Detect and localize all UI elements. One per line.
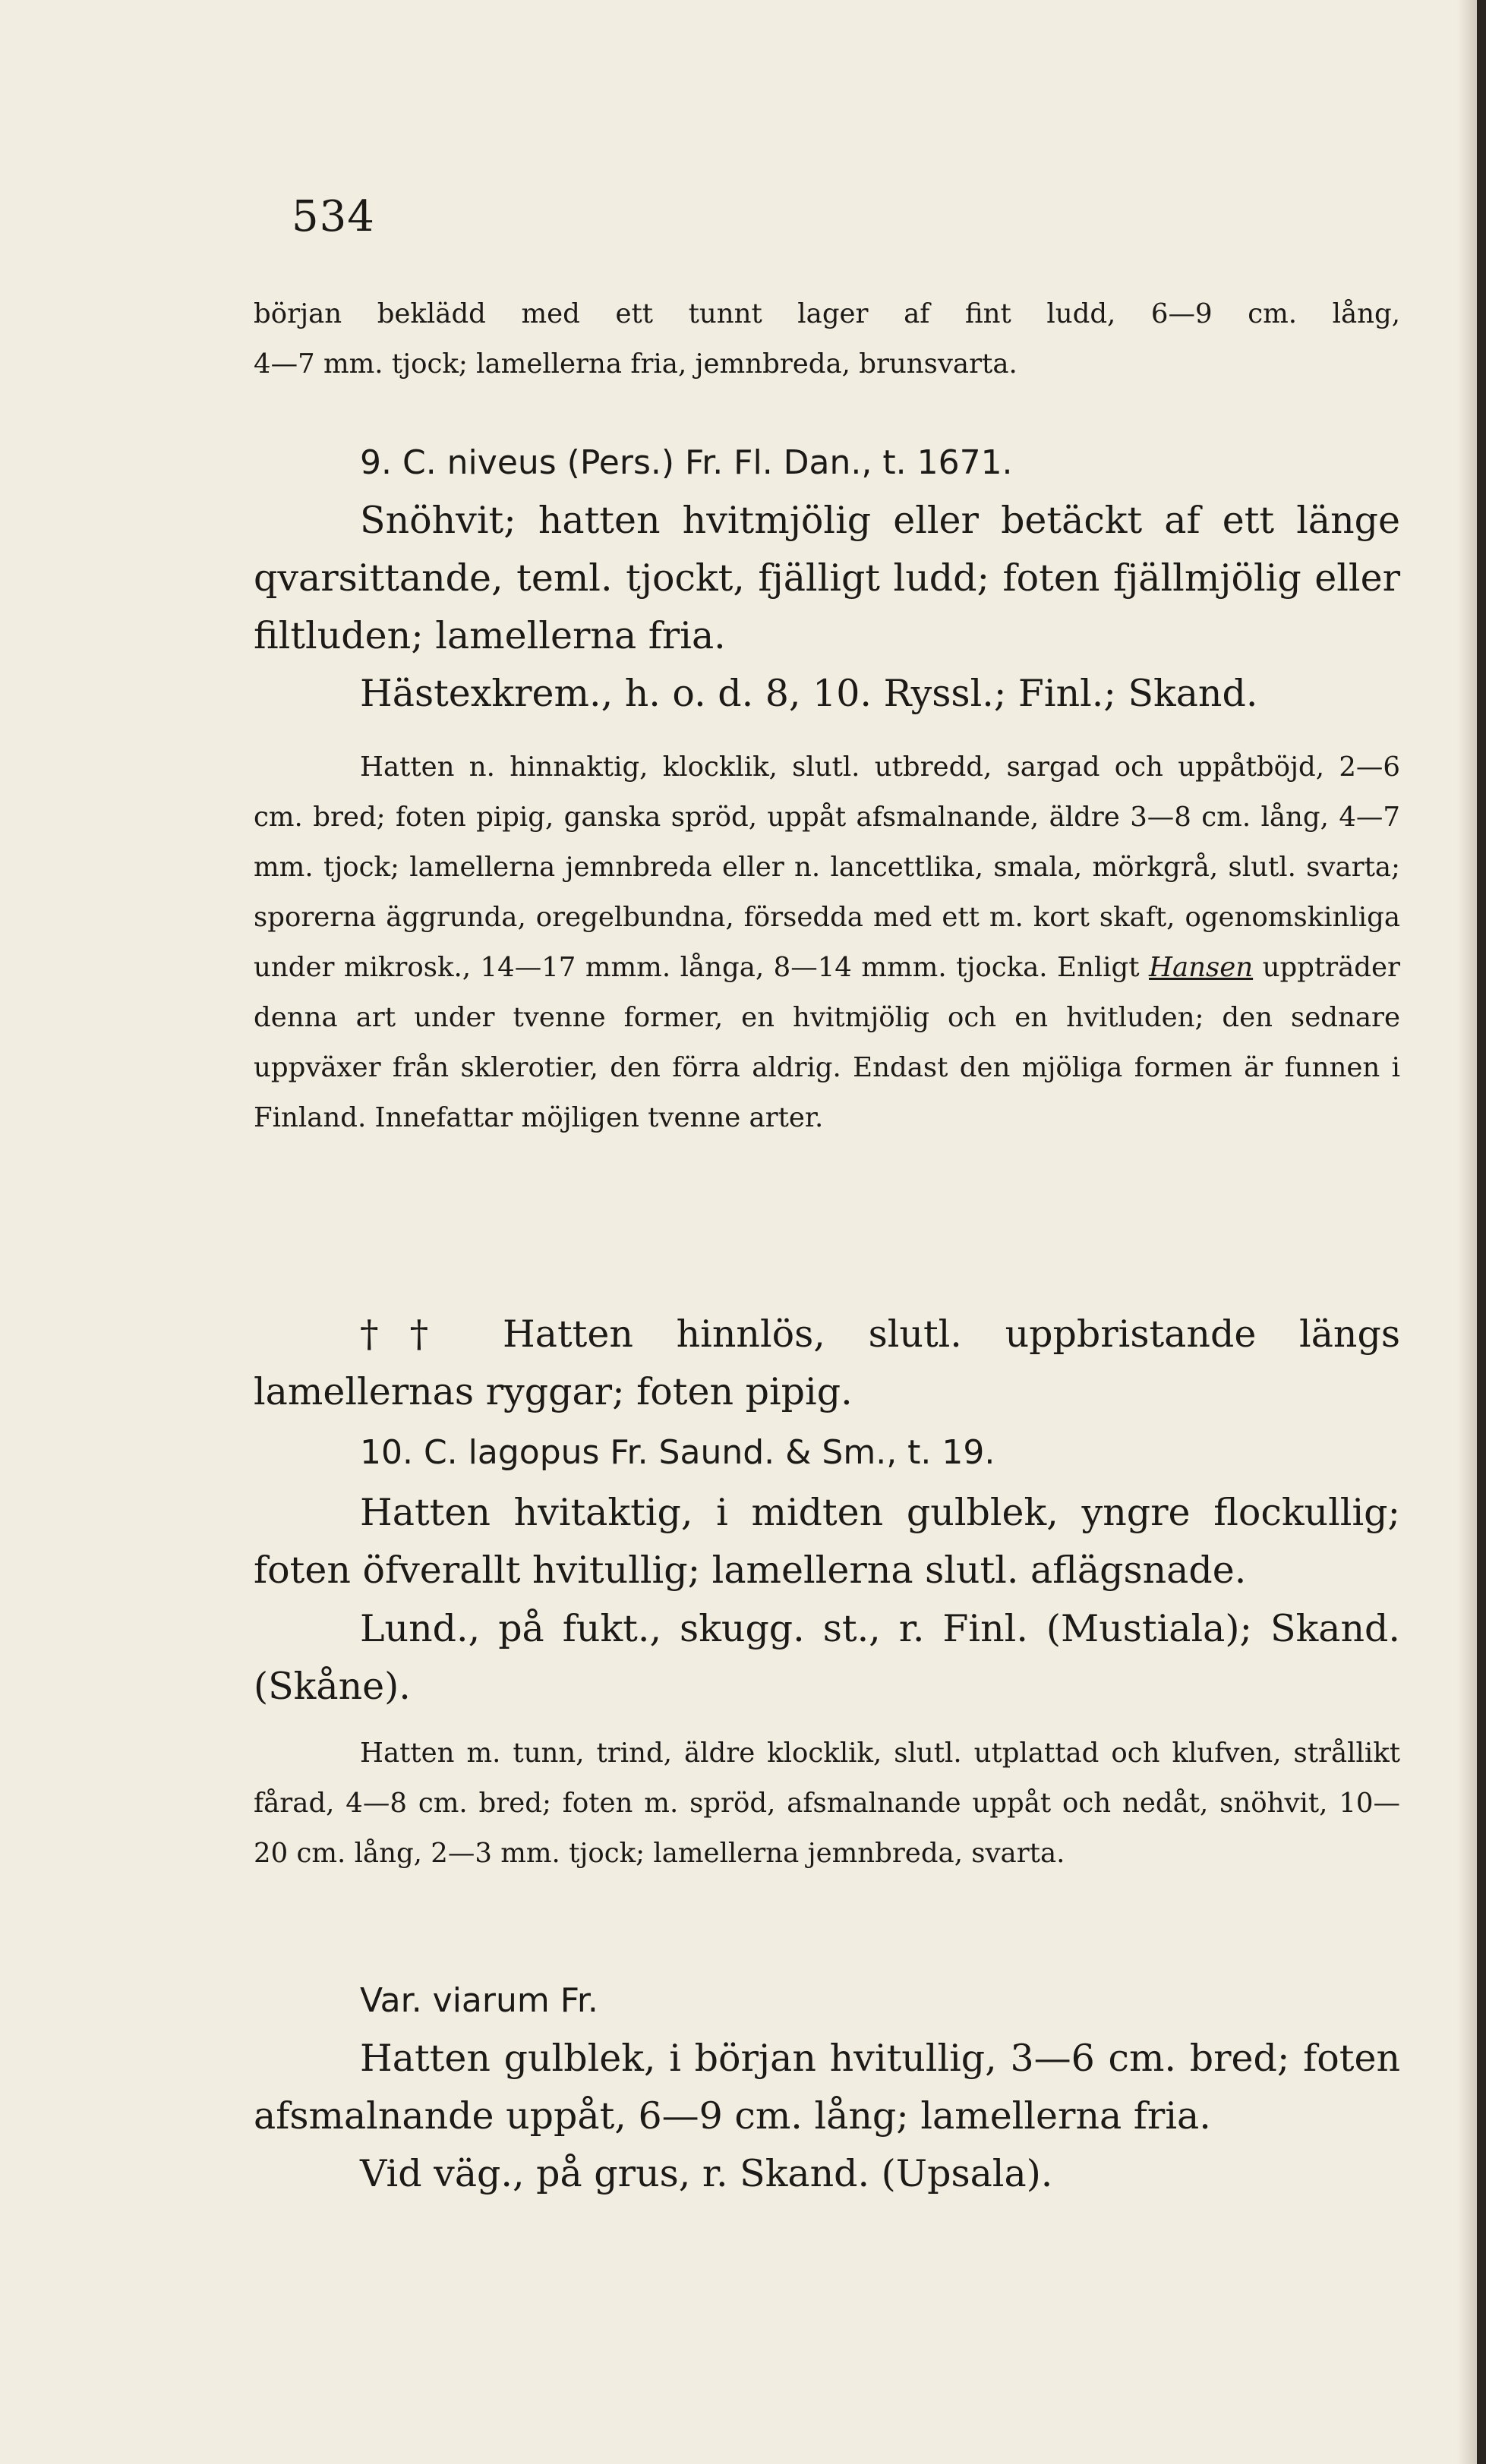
species-9-description: Snöhvit; hatten hvitmjölig eller betäckt af ett länge qvarsittande, teml. tjockt, fjälligt ludd; foten fjällmjölig eller filtluden; lamellerna fria. <box>254 499 1400 657</box>
page-edge-shadow <box>1457 0 1477 2464</box>
species-10-description: Hatten hvitaktig, i midten gulblek, yngre flockullig; foten öfverallt hvitullig; lamellerna slutl. aflägsnade. <box>254 1491 1400 1592</box>
species-10-detail: Hatten m. tunn, trind, äldre klocklik, slutl. utplattad och klufven, strållikt fårad, 4—8 cm. bred; foten m. spröd, afsmalnande uppåt och nedåt, snöhvit, 10—20 cm. lång, 2—3 mm. tjock; lamellerna jemnbreda, svarta. <box>254 1738 1400 1869</box>
author-reference: Hansen <box>1149 952 1254 983</box>
variety-habitat: Vid väg., på grus, r. Skand. (Upsala). <box>360 2152 1053 2195</box>
species-10-heading: 10. C. lagopus Fr. Saund. & Sm., t. 19. <box>360 1433 995 1472</box>
species-9-heading: 9. C. niveus (Pers.) Fr. Fl. Dan., t. 1671. <box>360 443 1013 482</box>
page-edge <box>1477 0 1486 2464</box>
species-9-detail-continued: uppträder denna art under tvenne former, en hvitmjölig och en hvitluden; den sednare uppväxer från sklerotier, den förra aldrig. Endast den mjöliga formen är funnen i Finland. Innefattar möjligen tvenne arter. <box>254 952 1400 1133</box>
variety-description: Hatten gulblek, i början hvitullig, 3—6 cm. bred; foten afsmalnande uppåt, 6—9 cm. lång; lamellerna fria. <box>254 2037 1400 2138</box>
variety-heading: Var. viarum Fr. <box>360 1981 598 2020</box>
page-number: 534 <box>292 192 375 241</box>
intro-paragraph <box>254 289 1400 389</box>
species-9-habitat: Hästexkrem., h. o. d. 8, 10. Ryssl.; Finl.; Skand. <box>360 672 1258 715</box>
species-10-habitat: Lund., på fukt., skugg. st., r. Finl. (Mustiala); Skand. (Skåne). <box>254 1607 1400 1708</box>
species-9-detail <box>254 742 1400 1143</box>
intro-line-2: 4—7 mm. tjock; lamellerna fria, jemnbreda, brunsvarta. <box>254 348 1017 380</box>
intro-line-1: början beklädd med ett tunnt lager af fint ludd, 6—9 cm. lång, <box>254 298 1400 329</box>
species-9-detail-text: Hatten n. hinnaktig, klocklik, slutl. utbredd, sargad och uppåtböjd, 2—6 cm. bred; foten pipig, ganska spröd, uppåt afsmalnande, äldre 3—8 cm. lång, 4—7 mm. tjock; lamellerna jemnbreda eller n. lancettlika, smala, mörkgrå, slutl. svarta; sporerna äggrunda, oregelbundna, försedda med ett m. kort skaft, ogenomskinliga under mikrosk., 14—17 mmm. långa, 8—14 mmm. tjocka. Enligt <box>254 751 1400 983</box>
section-heading: †† Hatten hinnlös, slutl. uppbristande längs lamellernas ryggar; foten pipig. <box>254 1312 1400 1413</box>
